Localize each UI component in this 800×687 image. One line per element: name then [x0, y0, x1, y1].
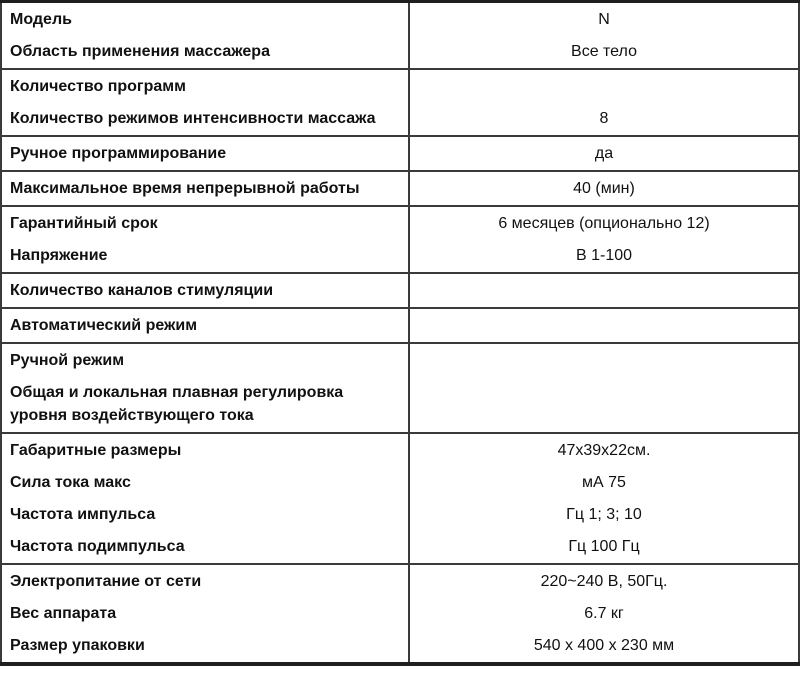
- spec-name-text: Максимальное время непрерывной работы: [10, 180, 360, 197]
- spec-name-text: Ручной режим: [10, 352, 125, 369]
- spec-name-text: Напряжение: [10, 247, 108, 264]
- spec-name-text: Модель: [10, 11, 72, 28]
- spec-value-cell: [409, 69, 799, 136]
- spec-value-text: 220~240 В, 50Гц.: [540, 573, 668, 590]
- spec-value-cell: [409, 343, 799, 433]
- spec-value-text: [418, 314, 790, 337]
- spec-name-text: Вес аппарата: [10, 605, 117, 622]
- spec-value-text: [418, 279, 790, 302]
- spec-name-cell: [1, 69, 409, 136]
- spec-value-text: N: [598, 11, 610, 28]
- spec-value-text: Все тело: [571, 43, 637, 60]
- spec-name-cell: [1, 136, 409, 171]
- spec-value-text: [418, 349, 790, 372]
- spec-value-text: мА 75: [582, 474, 626, 491]
- spec-value-cell: [409, 171, 799, 206]
- table-row: [1, 343, 799, 433]
- spec-value-text: Гц 100 Гц: [568, 538, 640, 555]
- table-row: [1, 136, 799, 171]
- spec-value-text: 6.7 кг: [584, 605, 624, 622]
- spec-name-text: Частота подимпульса: [10, 538, 185, 555]
- table-row: [1, 308, 799, 343]
- spec-value-cell: [409, 433, 799, 564]
- spec-name-cell: [1, 433, 409, 564]
- spec-value-text: 47х39х22см.: [557, 442, 651, 459]
- spec-value-cell: [409, 206, 799, 273]
- spec-name-text: Электропитание от сети: [10, 573, 202, 590]
- spec-name-text: Габаритные размеры: [10, 442, 182, 459]
- spec-name-text: Область применения массажера: [10, 43, 270, 60]
- spec-name-text: Количество программ: [10, 78, 186, 95]
- spec-name-text: Ручное программирование: [10, 145, 227, 162]
- spec-name-text: Гарантийный срок: [10, 215, 158, 232]
- spec-name-cell: [1, 273, 409, 308]
- spec-value-text: 540 х 400 х 230 мм: [533, 637, 675, 654]
- spec-value-cell: [409, 2, 799, 70]
- spec-name-cell: [1, 206, 409, 273]
- spec-value-text: 8: [599, 110, 609, 127]
- spec-name-text: Автоматический режим: [10, 317, 198, 334]
- spec-value-text: В 1-100: [575, 247, 633, 264]
- spec-name-text: Сила тока макс: [10, 474, 131, 491]
- spec-name-text: Частота импульса: [10, 506, 156, 523]
- spec-value-text: [418, 75, 790, 98]
- spec-name-text: Количество режимов интенсивности массажа: [10, 110, 376, 127]
- table-row: [1, 171, 799, 206]
- spec-value-text: 6 месяцев (опционально 12): [498, 215, 710, 232]
- spec-name-cell: [1, 2, 409, 70]
- spec-value-cell: [409, 564, 799, 664]
- spec-value-text: 40 (мин): [573, 180, 635, 197]
- spec-name-cell: [1, 343, 409, 433]
- spec-value-text: Гц 1; 3; 10: [566, 506, 642, 523]
- table-row: [1, 433, 799, 564]
- spec-value-cell: [409, 308, 799, 343]
- table-row: [1, 69, 799, 136]
- spec-value-cell: [409, 136, 799, 171]
- spec-name-text: Размер упаковки: [10, 637, 145, 654]
- table-row: [1, 2, 799, 70]
- table-row: [1, 206, 799, 273]
- spec-name-text: Количество каналов стимуляции: [10, 282, 274, 299]
- spec-name-cell: [1, 564, 409, 664]
- table-row: [1, 564, 799, 664]
- table-row: [1, 273, 799, 308]
- spec-value-cell: [409, 273, 799, 308]
- spec-table-body: [1, 2, 799, 665]
- spec-name-text: Общая и локальная плавная регулировка уровня воздействующего тока: [10, 384, 344, 424]
- spec-value-text: [418, 381, 790, 404]
- spec-name-cell: [1, 308, 409, 343]
- spec-value-text: да: [594, 145, 614, 162]
- spec-name-cell: [1, 171, 409, 206]
